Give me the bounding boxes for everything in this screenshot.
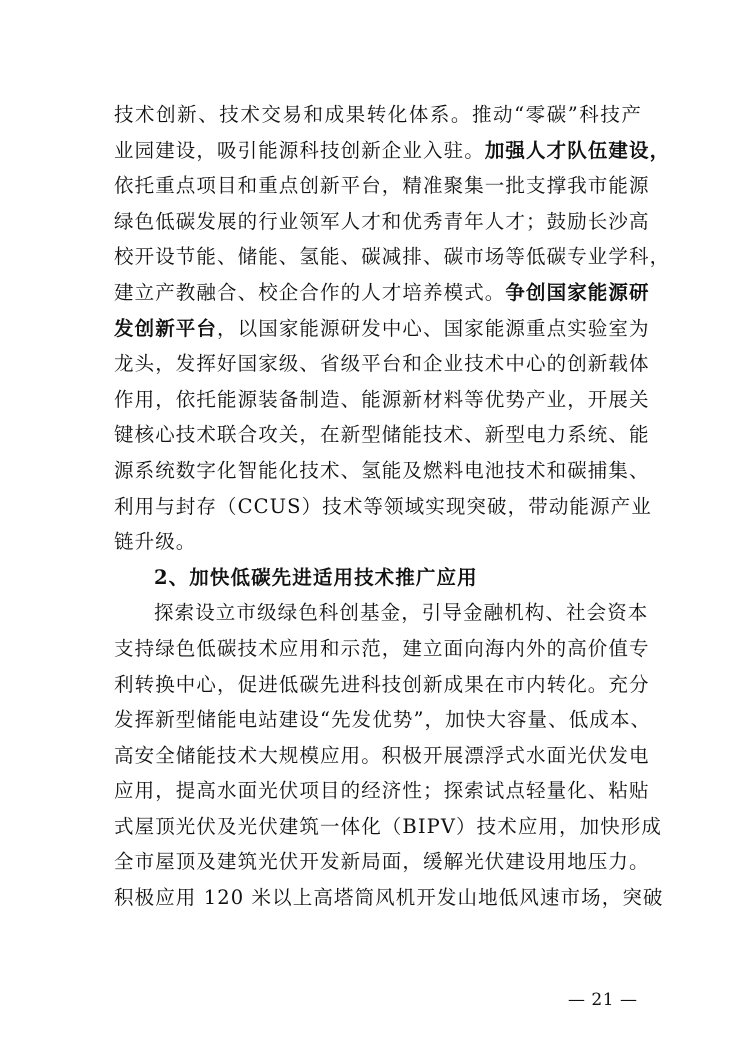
text-span: 键核心技术联合攻关，在新型储能技术、新型电力系统、能 [114, 423, 650, 447]
text-span: 绿色低碳发展的行业领军人才和优秀青年人才；鼓励长沙高 [114, 209, 650, 233]
page-number: — 21 — [568, 990, 638, 1010]
text-line [114, 239, 671, 275]
text-line [114, 595, 649, 631]
text-span: 式屋顶光伏及光伏建筑一体化（BIPV）技术应用，加快形成 [114, 814, 663, 838]
text-line [114, 524, 642, 560]
text-line [114, 382, 650, 418]
text-line [114, 489, 652, 525]
text-span: 支持绿色低碳技术应用和示范，建立面向海内外的高价值专 [114, 636, 650, 660]
text-span: 源系统数字化智能化技术、氢能及燃料电池技术和碳捕集、 [114, 458, 650, 482]
text-line [114, 844, 650, 880]
text-line [114, 809, 663, 845]
bold-keyphrase-talent: 加强人才队伍建设， [484, 138, 671, 162]
text-span: 链升级。 [114, 530, 197, 554]
text-span: 应用，提高水面光伏项目的经济性；探索试点轻量化、粘贴 [114, 779, 650, 803]
bold-keyphrase-platform-end: 发创新平台 [114, 316, 218, 340]
text-span: 利转换中心，促进低碳先进科技创新成果在市内转化。充分 [114, 672, 650, 696]
text-span: 作用，依托能源装备制造、能源新材料等优势产业，开展关 [114, 387, 650, 411]
section-heading: 2、加快低碳先进适用技术推广应用 [154, 565, 478, 589]
text-line [114, 702, 652, 738]
text-line [114, 204, 650, 240]
text-span: 依托重点项目和重点创新平台，精准聚集一批支撑我市能源 [114, 174, 650, 198]
text-span: 校开设节能、储能、氢能、碳减排、碳市场等低碳专业学科， [114, 245, 671, 269]
text-line [114, 631, 650, 667]
text-line [114, 168, 650, 204]
text-span: 业园建设，吸引能源科技创新企业入驻。 [114, 138, 485, 162]
text-span: 建立产教融合、校企合作的人才培养模式。 [114, 280, 506, 304]
text-span: 发挥新型储能电站建设“先发优势”，加快大容量、低成本、 [114, 708, 652, 732]
text-span: 龙头，发挥好国家级、省级平台和企业技术中心的创新载体 [114, 352, 650, 376]
text-line [114, 773, 650, 809]
text-line [114, 880, 664, 916]
text-span: 高安全储能技术大规模应用。积极开展漂浮式水面光伏发电 [114, 743, 650, 767]
text-line [114, 346, 650, 382]
text-line [114, 738, 650, 774]
text-span: 全市屋顶及建筑光伏开发新局面，缓解光伏建设用地压力。 [114, 850, 650, 874]
text-span: 技术创新、技术交易和成果转化体系。推动“零碳”科技产 [114, 103, 642, 126]
text-span: 积极应用 120 米以上高塔筒风机开发山地低风速市场，突破 [114, 886, 664, 910]
text-line [114, 275, 650, 311]
text-line [114, 453, 650, 489]
text-line [114, 97, 642, 133]
body-text [114, 97, 671, 916]
bold-keyphrase-platform: 争创国家能源研 [505, 280, 650, 304]
text-line [114, 311, 650, 347]
text-span: ，以国家能源研发中心、国家能源重点实验室为 [217, 316, 650, 340]
text-line [114, 417, 650, 453]
text-line [114, 667, 650, 703]
text-span: 探索设立市级绿色科创基金，引导金融机构、社会资本 [154, 601, 649, 625]
text-span: 利用与封存（CCUS）技术等领域实现突破，带动能源产业 [114, 494, 652, 518]
text-line [114, 133, 671, 169]
